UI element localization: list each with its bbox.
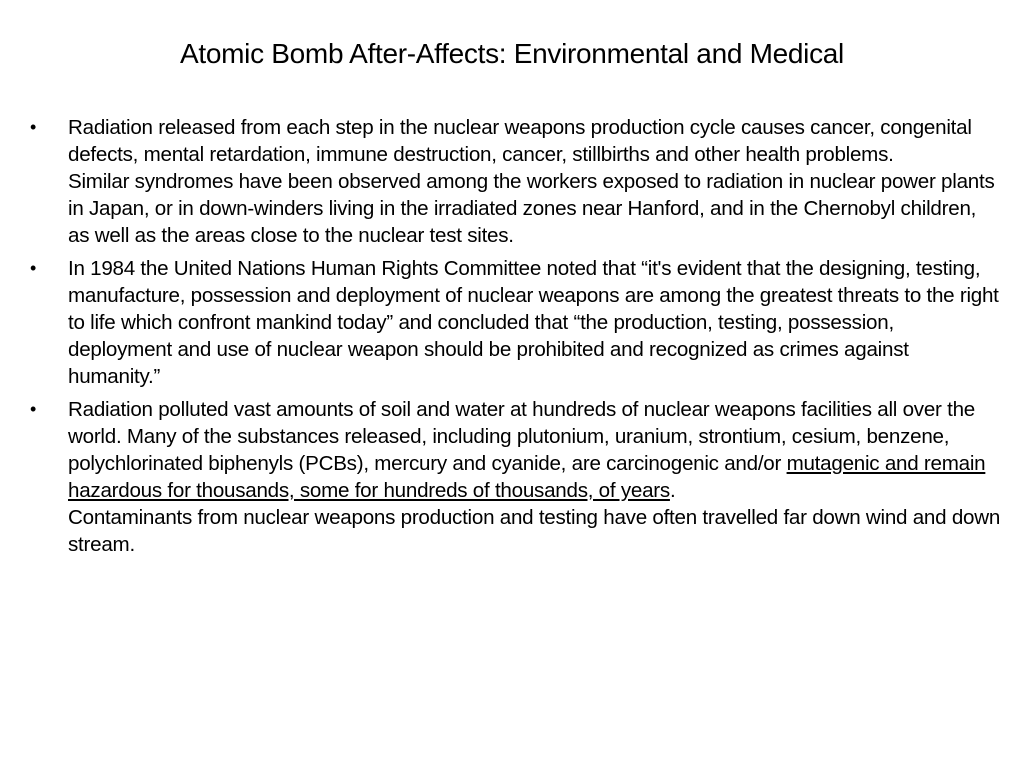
bullet-icon: • <box>30 117 37 137</box>
bullet-text: Radiation polluted vast amounts of soil and water at hundreds of nuclear weapons facilities all over the world. Many of the substances released, including plutonium, uranium, strontium, cesium, benzene, polychlorinated biphenyls (PCBs), mercury and cyanide, are carcinogenic and/or <box>68 398 975 475</box>
bullet-item-soil-water <box>30 396 1002 558</box>
bullet-continuation: Similar syndromes have been observed among the workers exposed to radiation in nuclear power plants in Japan, or in down-winders living in the irradiated zones near Hanford, and in the Chernobyl children, as well as the areas close to the nuclear test sites. <box>68 170 995 247</box>
bullet-icon: • <box>30 258 37 278</box>
bullet-text: Radiation released from each step in the nuclear weapons production cycle causes cancer, congenital defects, mental retardation, immune destruction, cancer, stillbirths and other health problems. <box>68 116 972 166</box>
bullet-continuation: Contaminants from nuclear weapons production and testing have often travelled far down wind and down stream. <box>68 506 1001 556</box>
bullet-text-end: . <box>669 479 676 502</box>
underlined-phrase: mutagenic and remain hazardous for thousands, some for hundreds of thousands, of years <box>68 452 986 502</box>
bullet-list <box>30 114 1002 564</box>
bullet-item-radiation-health <box>30 114 1002 249</box>
bullet-item-un-committee <box>30 255 1002 390</box>
bullet-text: In 1984 the United Nations Human Rights Committee noted that “it's evident that the designing, testing, manufacture, possession and deployment of nuclear weapons are among the greatest threats to the right to life which confront mankind today” and concluded that “the production, testing, possession, deployment and use of nuclear weapon should be prohibited and recognized as crimes against humanity.” <box>68 257 999 388</box>
bullet-text-group <box>68 396 1002 504</box>
slide-title: Atomic Bomb After-Affects: Environmental and Medical <box>180 38 844 69</box>
bullet-icon: • <box>30 399 37 419</box>
